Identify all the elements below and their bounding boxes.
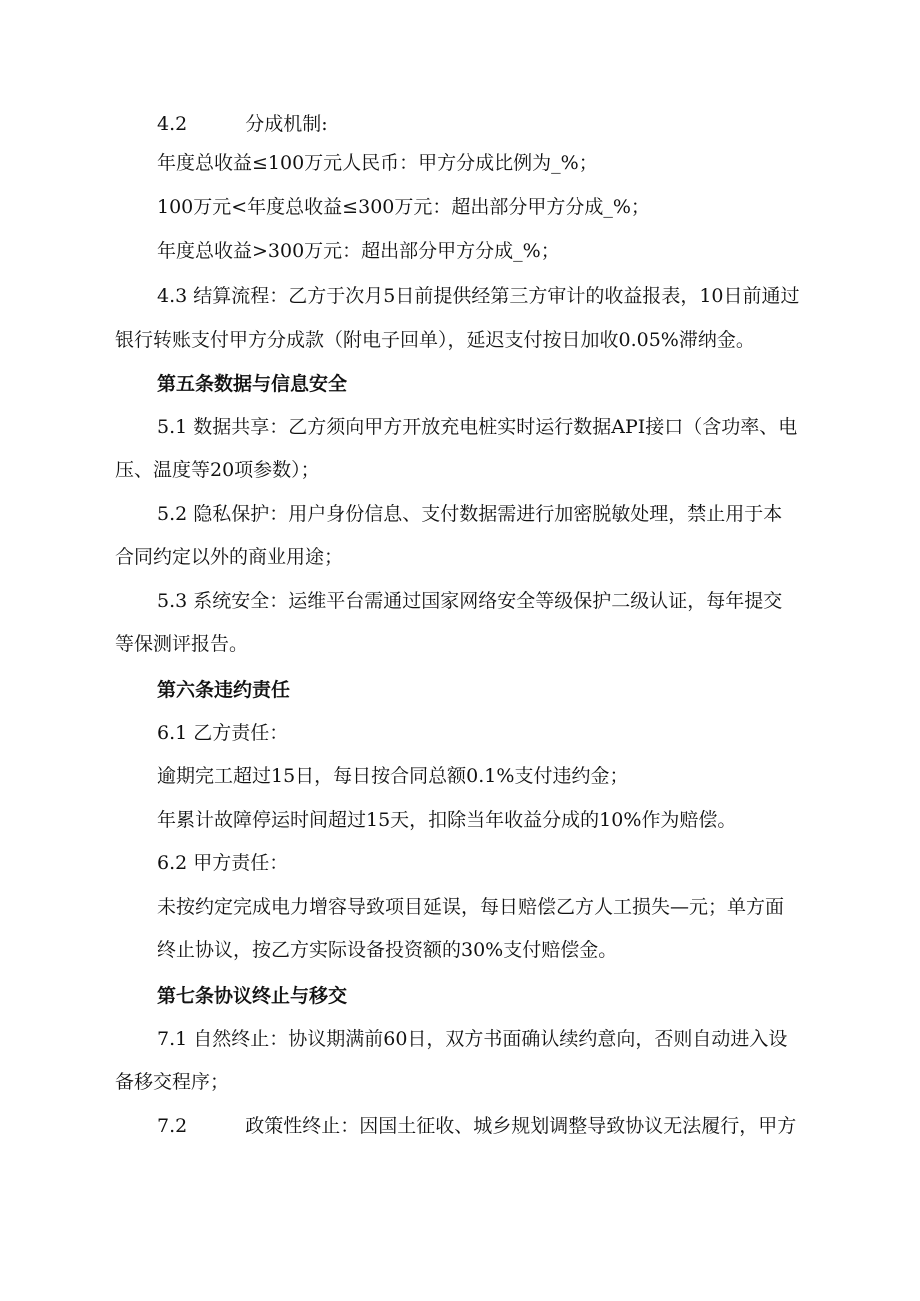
text-line: 备移交程序； bbox=[115, 1071, 230, 1093]
text-line: 终止协议，按乙方实际设备投资额的30%支付赔偿金。 bbox=[157, 939, 618, 961]
text-line: 年度总收益>300万元：超出部分甲方分成_%； bbox=[157, 240, 560, 262]
section-heading-5: 第五条数据与信息安全 bbox=[157, 373, 348, 395]
clause-title: 分成机制: bbox=[245, 113, 328, 135]
text-line: 银行转账支付甲方分成款（附电子回单），延迟支付按日加收0.05%滞纳金。 bbox=[115, 329, 755, 351]
clause-number: 4.2 bbox=[157, 113, 188, 135]
section-heading-7: 第七条协议终止与移交 bbox=[157, 985, 348, 1007]
text-line: 7.1 自然终止：协议期满前60日，双方书面确认续约意向，否则自动进入设 bbox=[157, 1028, 788, 1050]
text-line: 4.3 结算流程：乙方于次月5日前提供经第三方审计的收益报表，10日前通过 bbox=[157, 285, 800, 307]
clause-number: 7.2 bbox=[157, 1115, 188, 1137]
section-heading-6: 第六条违约责任 bbox=[157, 679, 291, 701]
text-line: 6.2 甲方责任： bbox=[157, 852, 289, 874]
text-line: 未按约定完成电力增容导致项目延误，每日赔偿乙方人工损失—元；单方面 bbox=[157, 896, 785, 918]
text-line: 合同约定以外的商业用途； bbox=[115, 546, 344, 568]
clause-4-2 bbox=[157, 111, 328, 137]
text-line: 年累计故障停运时间超过15天，扣除当年收益分成的10%作为赔偿。 bbox=[157, 809, 737, 831]
text-line: 5.1 数据共享：乙方须向甲方开放充电桩实时运行数据API接口（含功率、电 bbox=[157, 416, 798, 438]
text-line: 年度总收益≤100万元人民币：甲方分成比例为_%； bbox=[157, 152, 598, 174]
clause-text: 政策性终止：因国土征收、城乡规划调整导致协议无法履行，甲方 bbox=[245, 1115, 797, 1137]
text-line: 6.1 乙方责任： bbox=[157, 722, 289, 744]
text-line: 100万元<年度总收益≤300万元：超出部分甲方分成_%； bbox=[157, 196, 650, 218]
clause-7-2 bbox=[157, 1113, 796, 1139]
text-line: 5.2 隐私保护：用户身份信息、支付数据需进行加密脱敏处理，禁止用于本 bbox=[157, 503, 783, 525]
text-line: 5.3 系统安全：运维平台需通过国家网络安全等级保护二级认证，每年提交 bbox=[157, 590, 783, 612]
text-line: 等保测评报告。 bbox=[115, 633, 249, 655]
text-line: 压、温度等20项参数）； bbox=[115, 459, 320, 481]
text-line: 逾期完工超过15日，每日按合同总额0.1%支付违约金； bbox=[157, 765, 629, 787]
